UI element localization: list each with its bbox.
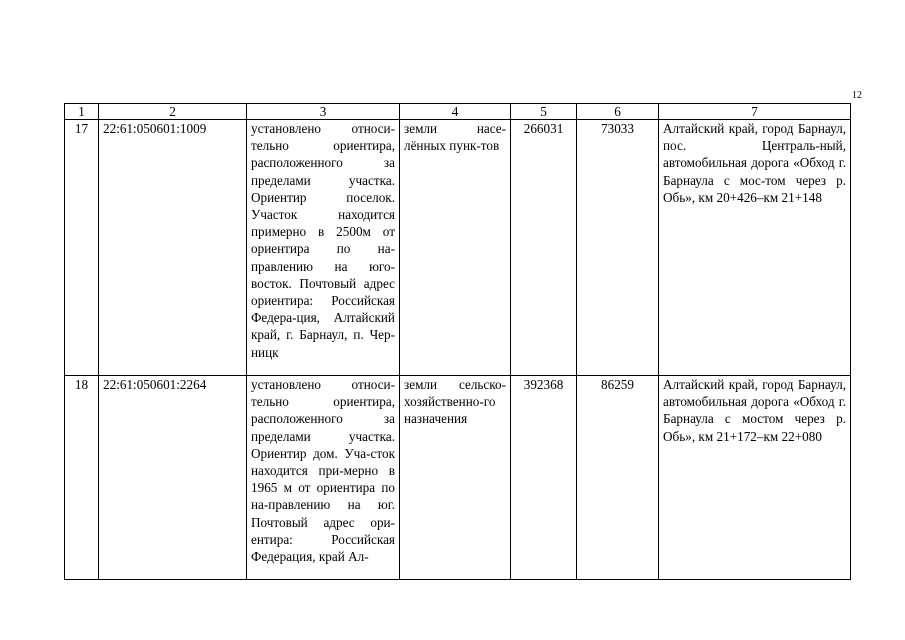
address-text: Алтайский край, город Барнаул, пос. Централь-ный, автомобильная дорога «Обход г. Барнаула с мос-том через р. Обь», км 20+426–км 21+148 <box>663 121 846 205</box>
plot-area: 266031 <box>511 120 577 376</box>
page-number: 12 <box>852 90 862 101</box>
address <box>659 376 851 580</box>
column-header-4: 4 <box>400 104 511 120</box>
column-header-1: 1 <box>65 104 99 120</box>
cadastral-number: 22:61:050601:2264 <box>99 376 247 580</box>
seized-area: 73033 <box>577 120 659 376</box>
cadastral-number: 22:61:050601:1009 <box>99 120 247 376</box>
address <box>659 120 851 376</box>
location-text: установлено относи-тельно ориентира, расположенного за пределами участка. Ориентир поселок. Участок находится примерно в 2500м от ориентира по на-правлению на юго-восток. Почтовый адрес ориентира: Российская Федера-ция, Алтайский край, г. Барнаул, п. Чер-ницк <box>251 121 395 360</box>
land-plots-table <box>64 103 851 580</box>
plot-area: 392368 <box>511 376 577 580</box>
location-description <box>247 120 400 376</box>
address-text: Алтайский край, город Барнаул, автомобильная дорога «Обход г. Барнаула с мостом через р. Обь», км 21+172–км 22+080 <box>663 377 846 444</box>
row-number: 17 <box>65 120 99 376</box>
category-text: земли насе-лённых пунк-тов <box>404 121 506 154</box>
table-row <box>65 376 851 580</box>
location-text: установлено относи-тельно ориентира, расположенного за пределами участка. Ориентир дом. Уча-сток находится при-мерно в 1965 м от ориентира по на-правлению на юг. Почтовый адрес ори-ентира: Российская Федерация, край Ал- <box>251 377 395 565</box>
row-number: 18 <box>65 376 99 580</box>
category-text: земли сельско-хозяйственно-го назначения <box>404 377 506 427</box>
column-header-2: 2 <box>99 104 247 120</box>
table-row <box>65 120 851 376</box>
land-category <box>400 376 511 580</box>
column-header-3: 3 <box>247 104 400 120</box>
table-header-row <box>65 104 851 120</box>
seized-area: 86259 <box>577 376 659 580</box>
location-description <box>247 376 400 580</box>
column-header-7: 7 <box>659 104 851 120</box>
land-category <box>400 120 511 376</box>
column-header-5: 5 <box>511 104 577 120</box>
column-header-6: 6 <box>577 104 659 120</box>
